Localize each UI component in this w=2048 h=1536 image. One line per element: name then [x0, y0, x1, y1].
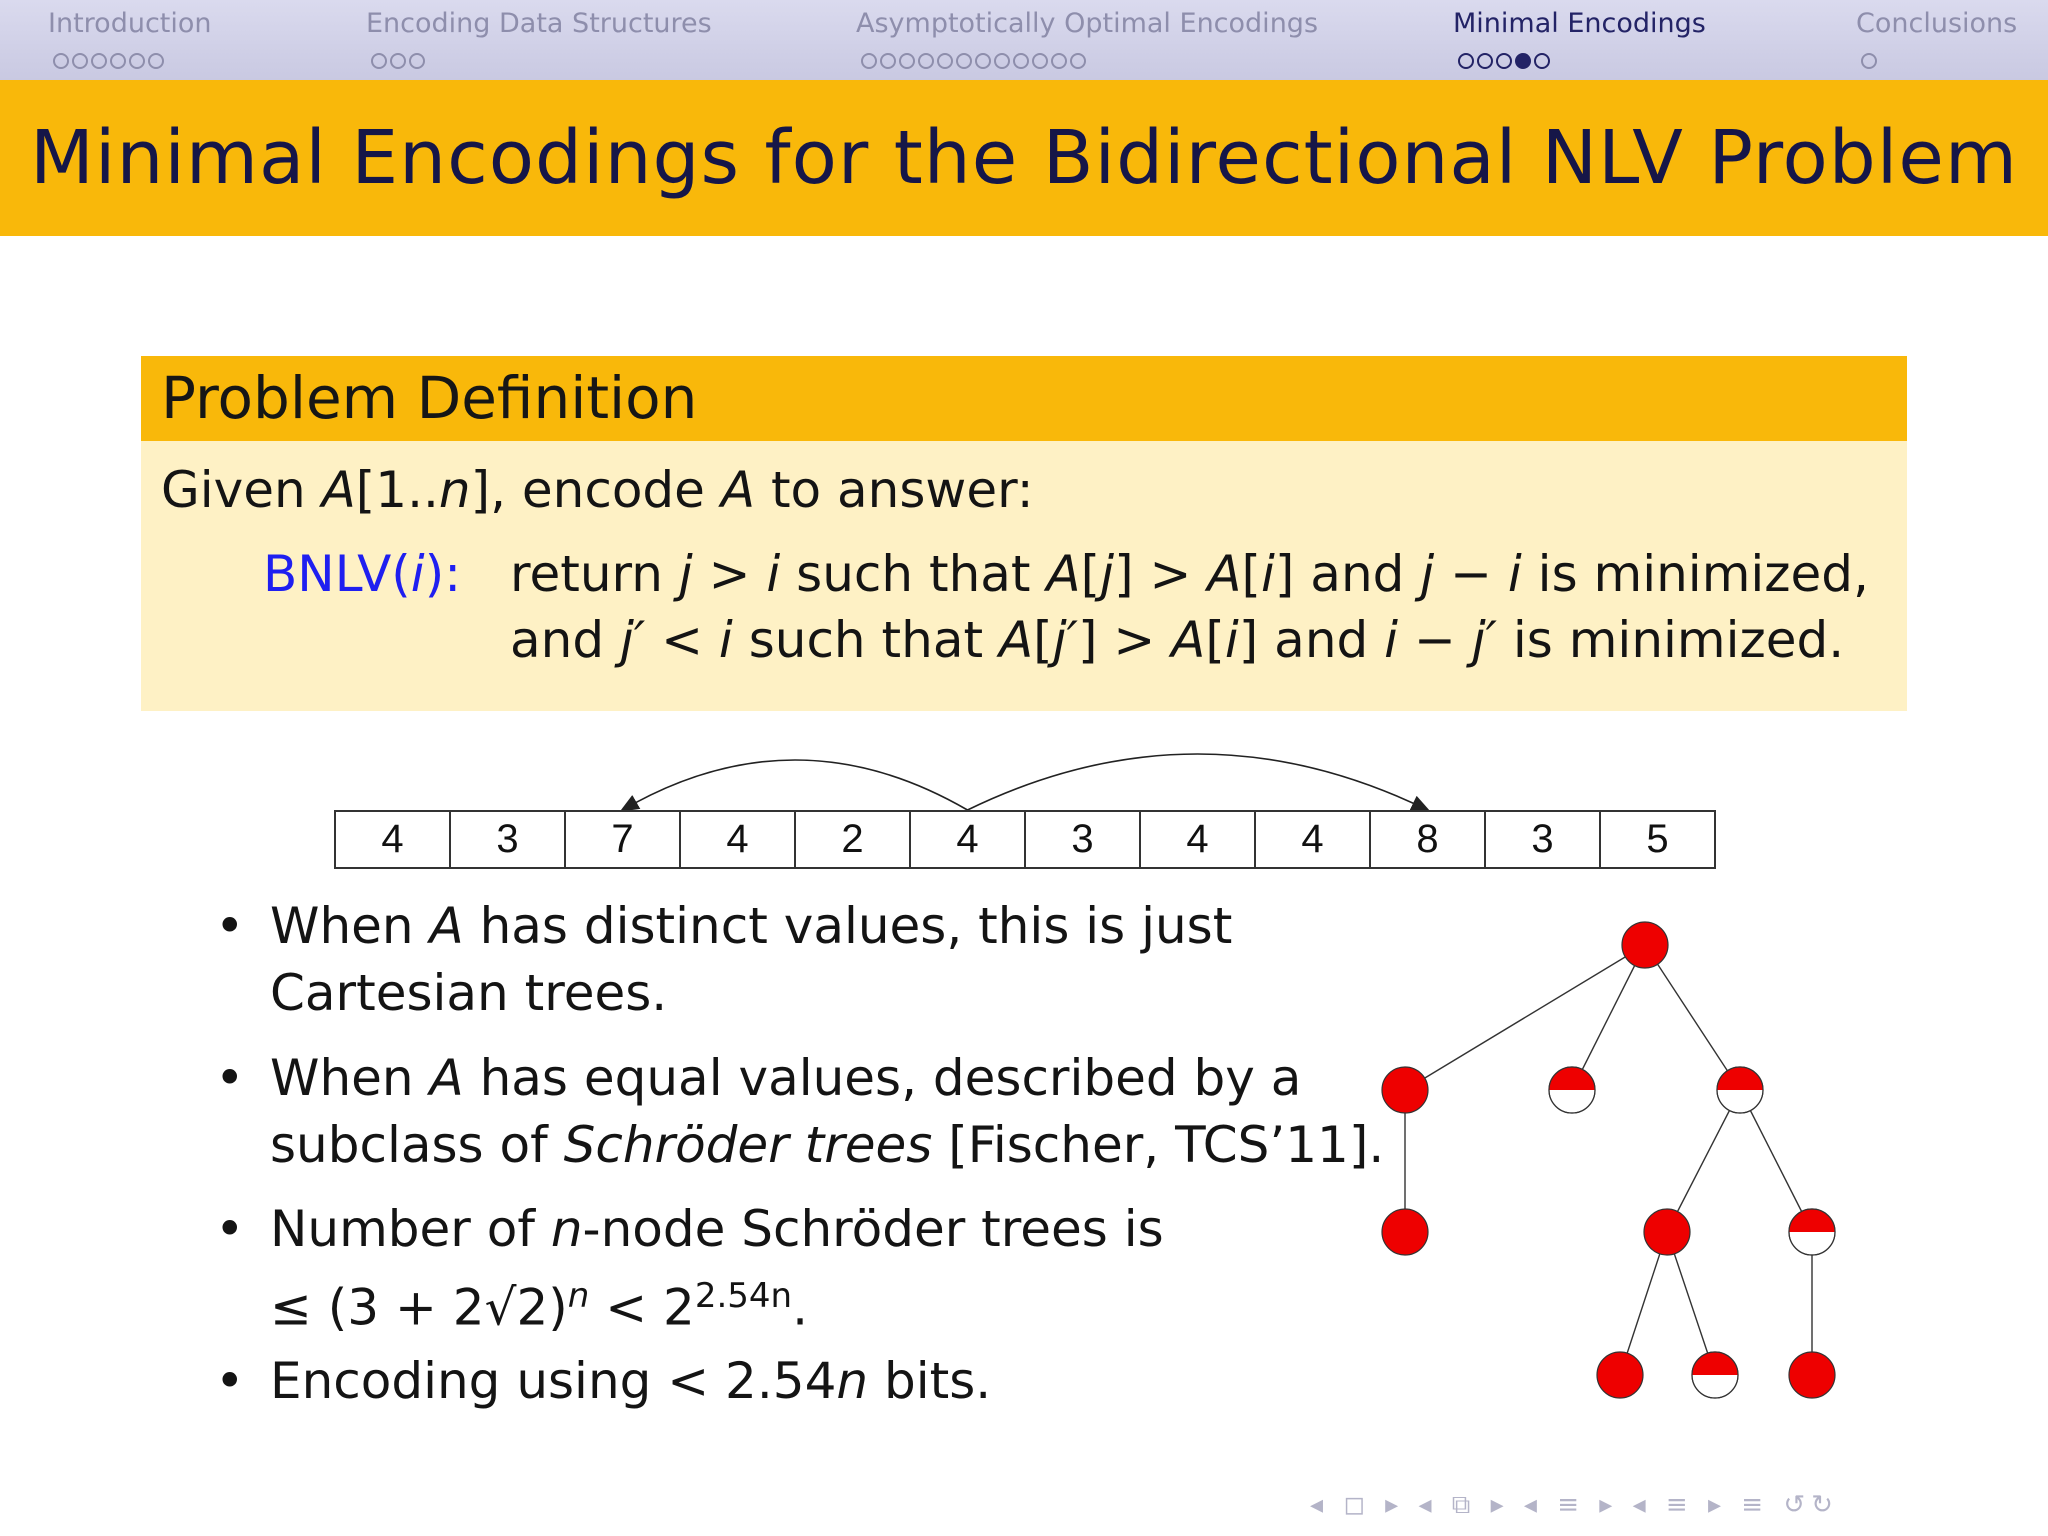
- nlv-arc: [623, 760, 968, 810]
- array-cell: 3: [1026, 810, 1141, 869]
- bullet-marker: •: [215, 1352, 245, 1410]
- schroder-tree: [1360, 905, 1880, 1425]
- bullet-marker: •: [215, 1200, 245, 1258]
- bullet-text: Encoding using < 2.54n bits.: [270, 1352, 992, 1410]
- array-cell: 5: [1601, 810, 1716, 869]
- slide-title: Minimal Encodings for the Bidirectional NLV Problem: [30, 115, 2018, 201]
- query-line-2: and j′ < i such that A[j′] > A[i] and i − j′ is minimized.: [510, 611, 1845, 669]
- tree-node-full: [1622, 922, 1668, 968]
- query-name: BNLV(i):: [263, 545, 462, 603]
- tree-node-half: [1692, 1352, 1738, 1398]
- array-cell: 2: [796, 810, 911, 869]
- array: [334, 810, 1716, 869]
- bullet-marker: •: [215, 1049, 245, 1107]
- nav-section-label[interactable]: Asymptotically Optimal Encodings: [856, 8, 1319, 39]
- bullet-text: When A has equal values, described by a subclass of Schröder trees [Fischer, TCS’11].: [270, 1049, 1385, 1174]
- tree-node-full: [1789, 1352, 1835, 1398]
- tree-edge: [1740, 1090, 1812, 1232]
- tree-node-full: [1597, 1352, 1643, 1398]
- nav-section-label[interactable]: Conclusions: [1856, 8, 2018, 39]
- tree-edge: [1667, 1090, 1740, 1232]
- bullet-text: When A has distinct values, this is just Cartesian trees.: [270, 897, 1233, 1022]
- tree-node-full: [1644, 1209, 1690, 1255]
- array-cell: 4: [336, 810, 451, 869]
- bullet-text: Number of n-node Schröder trees is ≤ $(3 + 2√2)^n < 2^{2.54n}$.: [270, 1200, 1164, 1337]
- array-cell: 8: [1371, 810, 1486, 869]
- array-cell: 4: [681, 810, 796, 869]
- array-cell: 3: [1486, 810, 1601, 869]
- block-title: Problem Definition: [161, 364, 698, 432]
- tree-node-half: [1549, 1067, 1595, 1113]
- tree-edge: [1645, 945, 1740, 1090]
- array-cell: 4: [1141, 810, 1256, 869]
- given-line: Given A[1..n], encode A to answer:: [161, 461, 1034, 519]
- bullet-marker: •: [215, 897, 245, 955]
- tree-node-half: [1717, 1067, 1763, 1113]
- tree-node-half: [1789, 1209, 1835, 1255]
- array-cell: 4: [911, 810, 1026, 869]
- beamer-navigation-symbols[interactable]: ◂ ◻ ▸ ◂ ⧉ ▸ ◂ ≡ ▸ ◂ ≡ ▸ ≡ ↺↻: [1310, 1490, 1839, 1520]
- tree-node-full: [1382, 1209, 1428, 1255]
- nav-section-label[interactable]: Encoding Data Structures: [366, 8, 712, 39]
- array-cell: 4: [1256, 810, 1371, 869]
- array-cell: 3: [451, 810, 566, 869]
- query-line-1: return j > i such that A[j] > A[i] and j − i is minimized,: [510, 545, 1869, 603]
- nlv-arc: [968, 754, 1428, 810]
- tree-node-full: [1382, 1067, 1428, 1113]
- array-cell: 7: [566, 810, 681, 869]
- nav-section-label[interactable]: Minimal Encodings: [1453, 8, 1706, 39]
- nav-section-label[interactable]: Introduction: [48, 8, 212, 39]
